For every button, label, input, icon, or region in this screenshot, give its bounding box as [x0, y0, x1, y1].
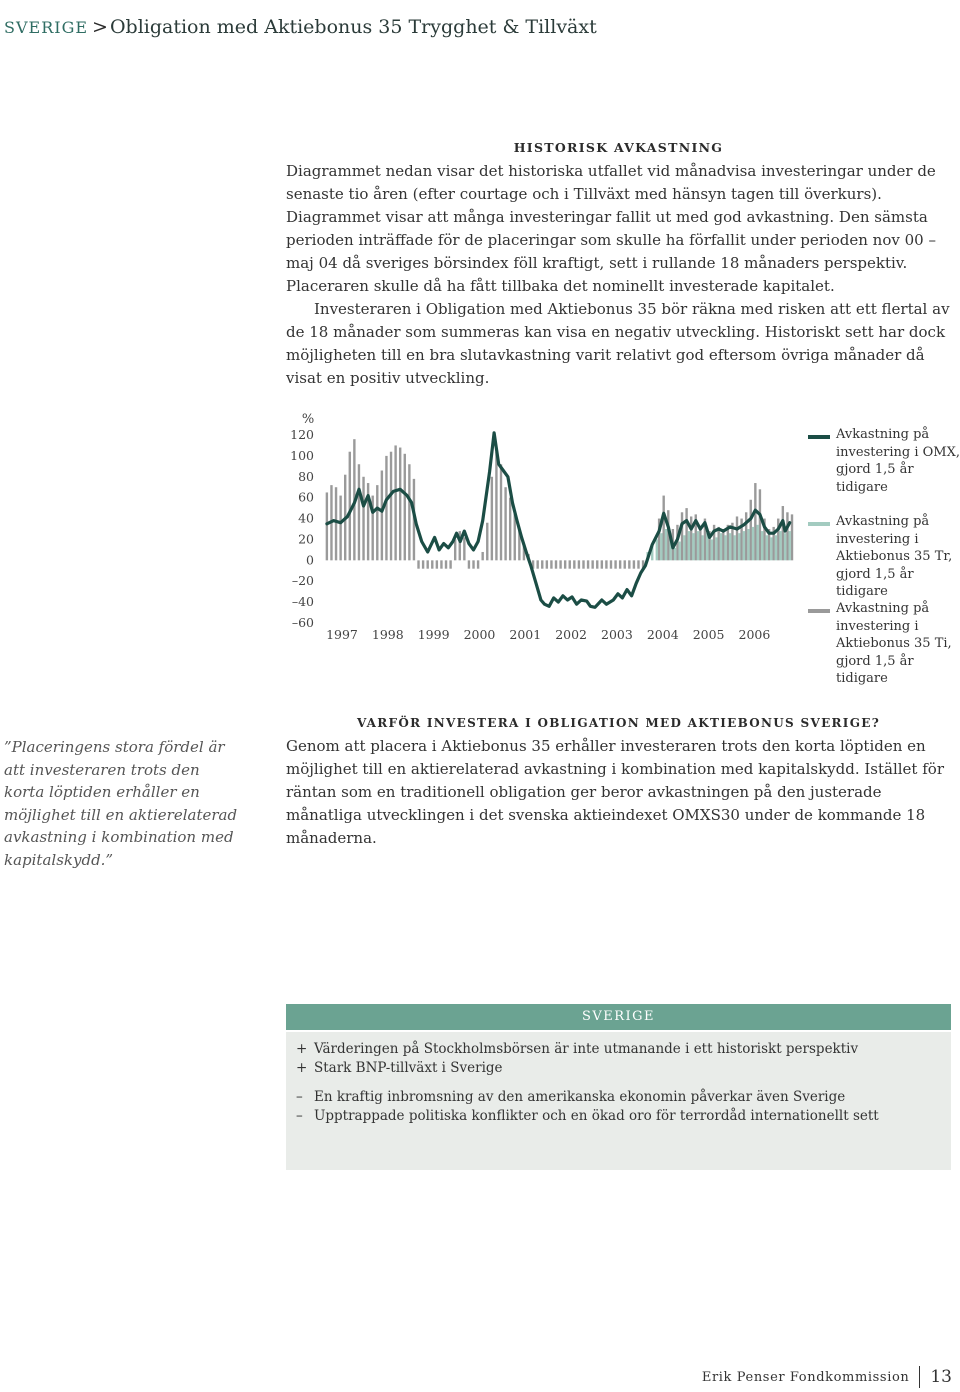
x-tick-label: 2003: [601, 627, 633, 642]
tr-bar: [756, 525, 758, 561]
ti-bar: [550, 560, 552, 568]
tr-bar: [724, 535, 726, 560]
tr-bar: [674, 548, 676, 561]
y-tick-label: 80: [298, 468, 314, 484]
y-tick-label: 0: [306, 552, 314, 568]
pull-quote: ”Placeringens stora fördel är att investeraren trots den korta löptiden erhåller en möjlighet till en aktierelaterad avkastning i kombination med kapitalskydd.”: [4, 738, 238, 869]
minus-item-text: En kraftig inbromsning av den amerikanska ekonomin påverkar även Sverige: [314, 1089, 846, 1105]
legend-label-tr: Avkastning på investering i Aktiebonus 35 Tr, gjord 1,5 år tidigare: [836, 514, 953, 599]
ti-bar: [422, 560, 424, 568]
tr-bar: [738, 533, 740, 560]
ti-bar: [685, 508, 687, 560]
tr-bar: [761, 531, 763, 560]
ti-bar: [486, 523, 488, 561]
y-axis-unit: %: [301, 412, 315, 427]
ti-bar: [722, 529, 724, 560]
x-tick-label: 2004: [646, 627, 679, 642]
ti-bar: [582, 560, 584, 568]
ti-bar: [750, 500, 752, 561]
x-tick-label: 2005: [692, 627, 725, 642]
tr-bar: [729, 533, 731, 560]
ti-bar: [791, 514, 793, 560]
ti-bar: [569, 560, 571, 568]
tr-bar: [752, 527, 754, 560]
ti-bar: [601, 560, 603, 568]
ti-bar: [591, 560, 593, 568]
y-tick-label: 60: [298, 489, 314, 505]
y-axis: [290, 412, 314, 630]
tr-bar: [743, 531, 745, 560]
why-heading: VARFÖR INVESTERA I OBLIGATION MED AKTIEBONUS SVERIGE?: [356, 716, 881, 730]
x-tick-label: 1999: [417, 627, 450, 642]
ti-bar: [699, 527, 701, 560]
ti-bar: [610, 560, 612, 568]
ti-bar: [624, 560, 626, 568]
tr-bar: [784, 533, 786, 560]
ti-bar: [564, 560, 566, 568]
ti-bar: [596, 560, 598, 568]
tr-bar: [711, 539, 713, 560]
minus-item-text: Upptrappade politiska konflikter och en ökad oro för terrordåd internationellt sett: [314, 1108, 879, 1124]
ti-bar: [390, 452, 392, 561]
ti-bar: [786, 512, 788, 560]
sverige-box-title: SVERIGE: [286, 1004, 951, 1030]
tr-bar: [715, 537, 717, 560]
tr-bar: [789, 531, 791, 560]
ti-bar: [362, 477, 364, 561]
y-tick-label: 20: [298, 531, 314, 547]
tr-bar: [701, 535, 703, 560]
historical-text: [286, 160, 951, 390]
ti-bar: [541, 560, 543, 568]
ti-bar: [335, 487, 337, 560]
tr-bar: [775, 535, 777, 560]
ti-bar: [662, 496, 664, 561]
tr-bar: [770, 537, 772, 560]
minus-item: [296, 1088, 936, 1107]
historical-return-chart: [280, 405, 800, 655]
x-tick-label: 2001: [509, 627, 542, 642]
ti-bar: [559, 560, 561, 568]
ti-bar: [759, 489, 761, 560]
ti-bar: [349, 452, 351, 561]
page-number: 13: [930, 1367, 952, 1387]
sverige-box: [286, 1032, 951, 1170]
ti-bar: [536, 560, 538, 568]
tr-bar: [656, 539, 658, 560]
tr-bar: [692, 533, 694, 560]
ti-bar: [754, 483, 756, 560]
ti-bar: [468, 560, 470, 568]
tr-bar: [688, 531, 690, 560]
x-axis: [326, 627, 770, 642]
ti-bar: [587, 560, 589, 568]
ti-bar: [358, 464, 360, 560]
tr-bar: [734, 535, 736, 560]
y-tick-label: 120: [290, 427, 314, 442]
ti-bar: [394, 445, 396, 560]
ti-bar: [500, 464, 502, 560]
list-gap: [296, 1078, 936, 1088]
ti-bar: [637, 560, 639, 568]
minus-mark: –: [296, 1108, 303, 1124]
ti-bar: [445, 560, 447, 568]
ti-bar: [449, 560, 451, 568]
ti-bar: [436, 560, 438, 568]
legend-swatch-omx: [808, 435, 830, 439]
plus-item-text: Stark BNP-tillväxt i Sverige: [314, 1060, 503, 1076]
ti-bar: [495, 452, 497, 561]
legend-swatch-ti: [808, 609, 830, 613]
x-tick-label: 2006: [738, 627, 771, 642]
ti-bar: [408, 464, 410, 560]
ti-bar: [736, 516, 738, 560]
ti-bar: [440, 560, 442, 568]
x-tick-label: 1997: [326, 627, 358, 642]
plus-item: [296, 1040, 936, 1059]
x-tick-label: 1998: [371, 627, 404, 642]
ti-bar: [504, 487, 506, 560]
tr-bar: [779, 531, 781, 560]
minus-mark: –: [296, 1089, 303, 1105]
y-tick-label: –20: [291, 573, 314, 589]
ti-bar: [614, 560, 616, 568]
ti-bar: [509, 498, 511, 561]
y-tick-label: –40: [291, 594, 314, 610]
ti-bar: [454, 539, 456, 560]
ti-bar: [573, 560, 575, 568]
ti-bar: [399, 448, 401, 561]
tr-bar: [665, 529, 667, 560]
page-header: [4, 16, 597, 38]
ti-bar: [472, 560, 474, 568]
ti-bar: [481, 552, 483, 560]
ti-bar: [681, 512, 683, 560]
plus-mark: +: [296, 1060, 308, 1076]
tr-bar: [679, 542, 681, 561]
historical-paragraph-1: Diagrammet nedan visar det historiska utfallet vid månadvisa investeringar under de senaste tio åren (efter courtage och i Tillväxt med hänsyn tagen till överkurs). Diagrammet visar att många investeringar fallit ut med god avkastning. Den sämsta perioden inträffade för de placeringar som skulle ha förfallit under perioden nov 00 – maj 04 då sveriges börsindex föll kraftigt, sett i rullande 18 månaders perspektiv. Placeraren skulle då ha fått tillbaka det nominellt investerade kapitalet.: [286, 162, 936, 295]
historical-paragraph-2: Investeraren i Obligation med Aktiebonus 35 bör räkna med risken att ett flertal av de 18 månader som summeras kan visa en negativ utveckling. Historiskt sett har dock möjligheten till en bra slutavkastning varit relativt god eftersom övriga månader då visat en positiv utveckling.: [286, 300, 950, 387]
footer-company: Erik Penser Fondkommission: [701, 1369, 910, 1385]
ti-bar: [619, 560, 621, 568]
y-tick-label: –60: [291, 615, 314, 630]
tr-bar: [683, 535, 685, 560]
why-text: Genom att placera i Aktiebonus 35 erhåller investeraren trots den korta löptiden en möjlighet till en aktierelaterad avkastning i kombination med kapitalskydd. Istället för räntan som en traditionell obligation ger beror avkastningen på den justerade månatliga utvecklingen i det svenska aktieindexet OMXS30 under de kommande 18 månaderna.: [286, 737, 944, 847]
x-tick-label: 2000: [463, 627, 496, 642]
y-tick-label: 100: [290, 447, 314, 463]
legend-label-ti: Avkastning på investering i Aktiebonus 35 Ti, gjord 1,5 år tidigare: [836, 601, 952, 686]
ti-bar: [477, 560, 479, 568]
tr-bar: [747, 529, 749, 560]
ti-bar: [417, 560, 419, 568]
x-tick-label: 2002: [555, 627, 588, 642]
breadcrumb-separator: >: [92, 16, 108, 38]
ti-bar: [782, 506, 784, 560]
ti-bar: [578, 560, 580, 568]
ti-bar: [339, 496, 341, 561]
page-footer: [702, 1366, 952, 1388]
tr-bar: [660, 533, 662, 560]
ti-bar: [385, 456, 387, 560]
plus-mark: +: [296, 1041, 308, 1057]
ti-bar: [426, 560, 428, 568]
ti-bar: [381, 471, 383, 561]
ti-bar: [605, 560, 607, 568]
historical-heading: HISTORISK AVKASTNING: [513, 140, 724, 155]
sverige-list: [296, 1040, 936, 1126]
ti-bar: [555, 560, 557, 568]
ti-bar: [404, 454, 406, 561]
ti-bar: [690, 516, 692, 560]
series-ti-bars: [326, 439, 794, 569]
footer-divider: [919, 1366, 920, 1388]
ti-bar: [546, 560, 548, 568]
ti-bar: [491, 477, 493, 561]
ti-bar: [717, 527, 719, 560]
legend-label-omx: Avkastning på investering i OMX, gjord 1,5 år tidigare: [836, 427, 960, 495]
tr-bar: [697, 531, 699, 560]
minus-item: [296, 1107, 936, 1126]
ti-bar: [628, 560, 630, 568]
ti-bar: [633, 560, 635, 568]
plus-item-text: Värderingen på Stockholmsbörsen är inte utmanande i ett historiskt perspektiv: [314, 1041, 859, 1057]
tr-bar: [766, 535, 768, 560]
section-label: SVERIGE: [4, 18, 89, 37]
ti-bar: [376, 485, 378, 560]
tr-bar: [720, 533, 722, 560]
ti-bar: [326, 492, 328, 560]
ti-bar: [463, 537, 465, 560]
y-tick-label: 40: [298, 510, 314, 526]
page-title: Obligation med Aktiebonus 35 Trygghet & Tillväxt: [109, 16, 597, 38]
ti-bar: [745, 512, 747, 560]
ti-bar: [431, 560, 433, 568]
plus-item: [296, 1059, 936, 1078]
legend-swatch-tr: [808, 522, 830, 526]
